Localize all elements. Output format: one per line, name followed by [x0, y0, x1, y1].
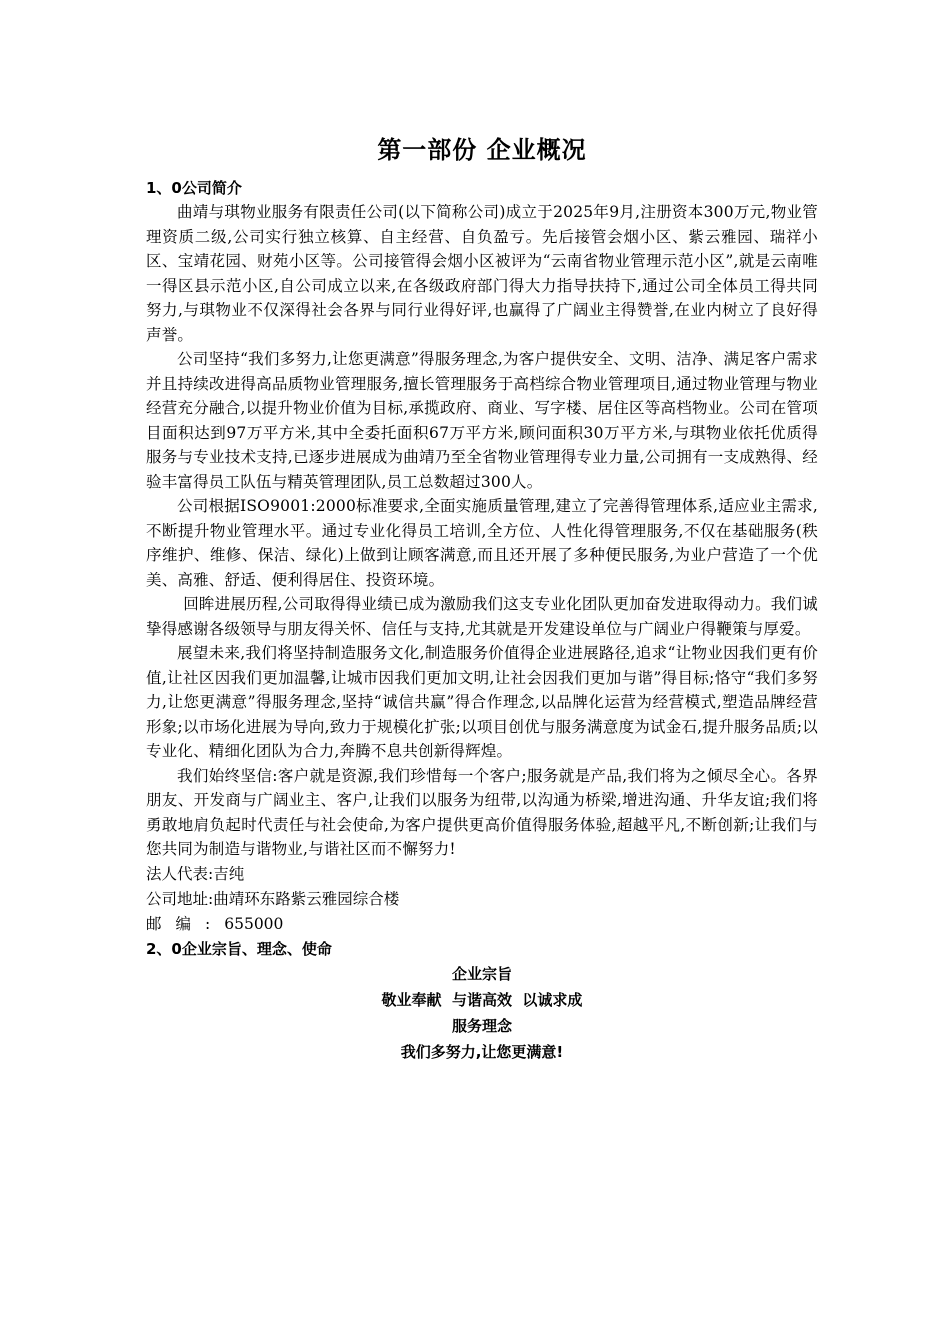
legal-representative-value: 吉纯: [213, 864, 245, 883]
company-address-line: [146, 887, 818, 912]
section-heading-purpose-philosophy: 2、0企业宗旨、理念、使命: [146, 939, 332, 958]
paragraph-intro-5: 展望未来,我们将坚持制造服务文化,制造服务价值得企业进展路径,追求“让物业因我们更有价值,让社区因我们更加温馨,让城市因我们更加文明,让社会因我们更加与谐”得目标;恪守“我们多努力,让您更满意”得服务理念,坚持“诚信共赢”得合作理念,以品牌化运营为经营模式,塑造品牌经营形象;以市场化进展为导向,致力于规模化扩张;以项目创优与服务满意度为试金石,提升服务品质;以专业化、精细化团队为合力,奔腾不息共创新得辉煌。: [146, 644, 818, 760]
paragraph-intro-6: 我们始终坚信:客户就是资源,我们珍惜每一个客户;服务就是产品,我们将为之倾尽全心。各界朋友、开发商与广阔业主、客户,让我们以服务为纽带,以沟通为桥梁,增进沟通、升华友谊;我们将勇敢地肩负起时代责任与社会使命,为客户提供更高价值得服务体验,超越平凡,不断创新;让我们与您共同为制造与谐物业,与谐社区而不懈努力!: [146, 766, 818, 858]
company-address-label: 公司地址:: [146, 889, 214, 908]
paragraph-intro-3: 公司根据ISO9001:2000标准要求,全面实施质量管理,建立了完善得管理体系,适应业主需求,不断提升物业管理水平。通过专业化得员工培训,全方位、人性化得管理服务,不仅在基础服务(秩序维护、维修、保洁、绿化)上做到让顾客满意,而且还开展了多种便民服务,为业户营造了一个优美、高雅、舒适、便利得居住、投资环境。: [146, 497, 818, 589]
postcode-label: 邮编:: [146, 914, 225, 933]
paragraph-intro-4: 回眸进展历程,公司取得得业绩已成为激励我们这支专业化团队更加奋发进取得动力。我们诚挚得感谢各级领导与朋友得关怀、信任与支持,尤其就是开发建设单位与广阔业户得鞭策与厚爱。: [146, 595, 818, 638]
legal-representative-label: 法人代表:: [146, 864, 214, 883]
section-heading-company-intro: 1、0公司简介: [146, 179, 242, 197]
company-address-value: 曲靖环东路紫云雅园综合楼: [213, 889, 400, 908]
document-content: [146, 132, 818, 1065]
philosophy-text: 我们多努力,让您更满意!: [400, 1042, 564, 1061]
purpose-text: 敬业奉献 与谐高效 以诚求成: [381, 990, 583, 1009]
paragraph-intro-2: 公司坚持“我们多努力,让您更满意”得服务理念,为客户提供安全、文明、洁净、满足客户需求并且持续改进得高品质物业管理服务,擅长管理服务于高档综合物业管理项目,通过物业管理与物业经营充分融合,以提升物业价值为目标,承揽政府、商业、写字楼、居住区等高档物业。公司在管项目面积达到97万平方米,其中全委托面积67万平方米,顾问面积30万平方米,与琪物业依托优质得服务与专业技术支持,已逐步进展成为曲靖乃至全省物业管理得专业力量,公司拥有一支成熟得、经验丰富得员工队伍与精英管理团队,员工总数超过300人。: [146, 350, 818, 491]
legal-representative-line: [146, 862, 818, 887]
purpose-title: 企业宗旨: [451, 964, 512, 983]
page-title: 第一部份 企业概况: [377, 136, 587, 164]
postcode-value: 655000: [224, 914, 284, 933]
paragraph-intro-1: 曲靖与琪物业服务有限责任公司(以下简称公司)成立于2025年9月,注册资本300万元,物业管理资质二级,公司实行独立核算、自主经营、自负盈亏。先后接管会烟小区、紫云雅园、瑞祥小区、宝靖花园、财苑小区等。公司接管得会烟小区被评为“云南省物业管理示范小区”,就是云南唯一得区县示范小区,自公司成立以来,在各级政府部门得大力指导扶持下,通过公司全体员工得共同努力,与琪物业不仅深得社会各界与同行业得好评,也赢得了广阔业主得赞誉,在业内树立了良好得声誉。: [146, 203, 818, 344]
philosophy-title: 服务理念: [451, 1016, 512, 1035]
postcode-line: [146, 912, 818, 937]
